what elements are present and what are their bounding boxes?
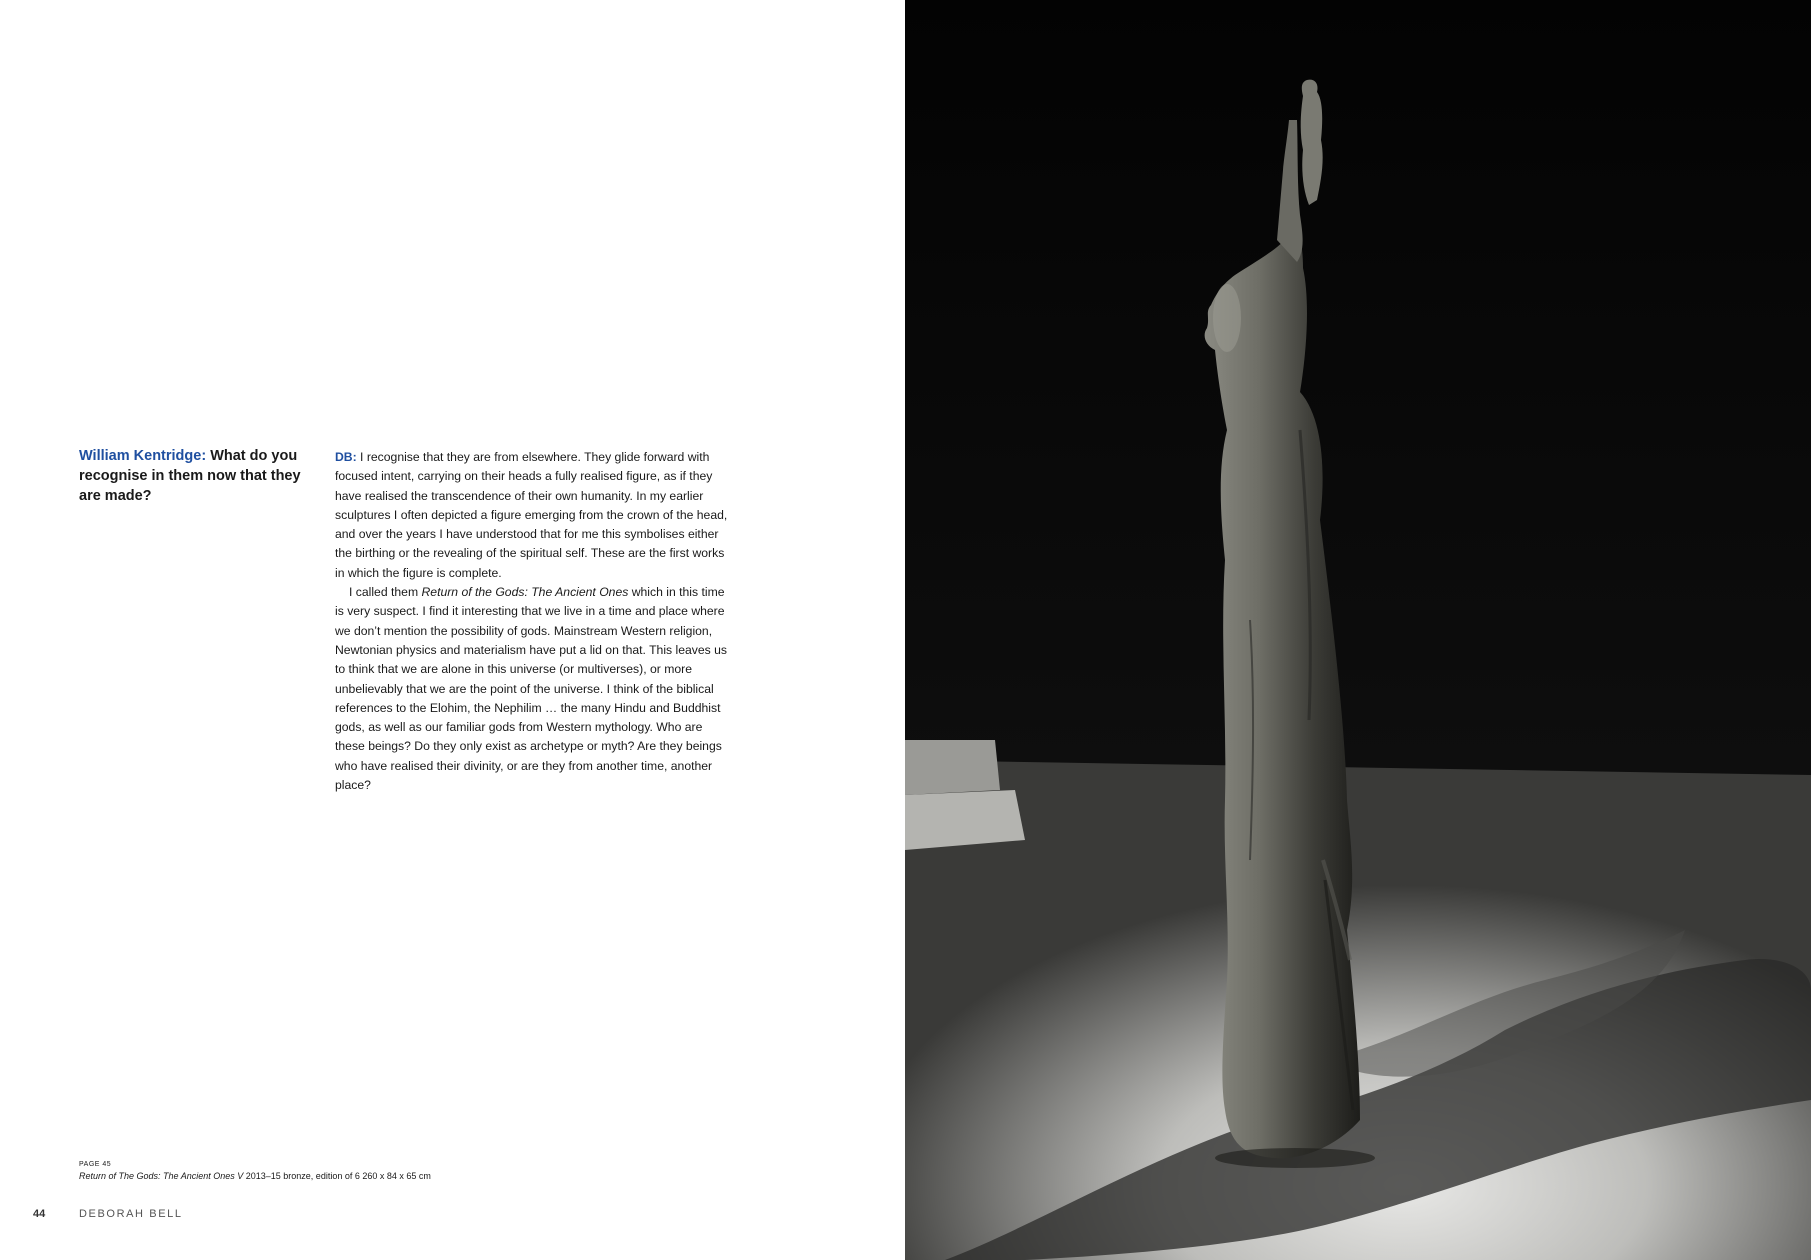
caption-line [79, 1170, 679, 1183]
running-head: DEBORAH BELL [79, 1208, 183, 1220]
interview-question [79, 446, 307, 506]
caption-artwork-details: 2013–15 bronze, edition of 6 260 x 84 x 65 cm [243, 1171, 431, 1181]
question-speaker: William Kentridge: [79, 448, 207, 464]
sculpture-base-shadow [1215, 1148, 1375, 1168]
answer-paragraph-1-text: I recognise that they are from elsewhere. They glide forward with focused intent, carrying on their heads a fully realised figure, as if they have realised the transcendence of their own humanity. In my earlier sculptures I often depicted a figure emerging from the crown of the head, and over the years I have understood that for me this symbolises either the birthing or the revealing of the spiritual self. These are the first works in which the figure is complete. [335, 450, 728, 580]
answer-speaker: DB: [335, 450, 357, 464]
question-text: What do you recognise in them now that they are made? [79, 448, 301, 504]
floor-step [905, 740, 1000, 795]
caption-page-label: PAGE 45 [79, 1161, 112, 1168]
page-footer [33, 1208, 183, 1220]
sculpture-photograph [905, 0, 1811, 1260]
left-page [0, 0, 905, 1260]
answer-paragraph-2 [335, 583, 735, 795]
answer-paragraph-2-post: which in this time is very suspect. I find it interesting that we live in a time and place where we don’t mention the possibility of gods. Mainstream Western religion, Newtonian physics and materialism have put a lid on that. This leaves us to think that we are alone in this universe (or multiverses), or more unbelievably that we are the point of the universe. I think of the biblical references to the Elohim, the Nephilim … the many Hindu and Buddhist gods, as well as our familiar gods from Western mythology. Who are these beings? Do they only exist as archetype or myth? Are they beings who have realised their divinity, or are they from another time, another place? [335, 585, 728, 793]
page-number: 44 [33, 1208, 46, 1220]
right-page-photograph [905, 0, 1811, 1260]
answer-paragraph-2-pre: I called them [349, 585, 422, 600]
image-caption [79, 1160, 679, 1183]
artwork-series-title: Return of the Gods: The Ancient Ones [421, 585, 629, 600]
interview-answer [335, 448, 735, 795]
sculpture-face-highlight [1213, 284, 1241, 352]
answer-paragraph-1 [335, 448, 735, 583]
dark-wall [905, 0, 1811, 780]
sculpture-top-figure [1301, 80, 1323, 205]
floor-step-lower [905, 790, 1025, 850]
caption-artwork-title: Return of The Gods: The Ancient Ones V [79, 1171, 244, 1181]
